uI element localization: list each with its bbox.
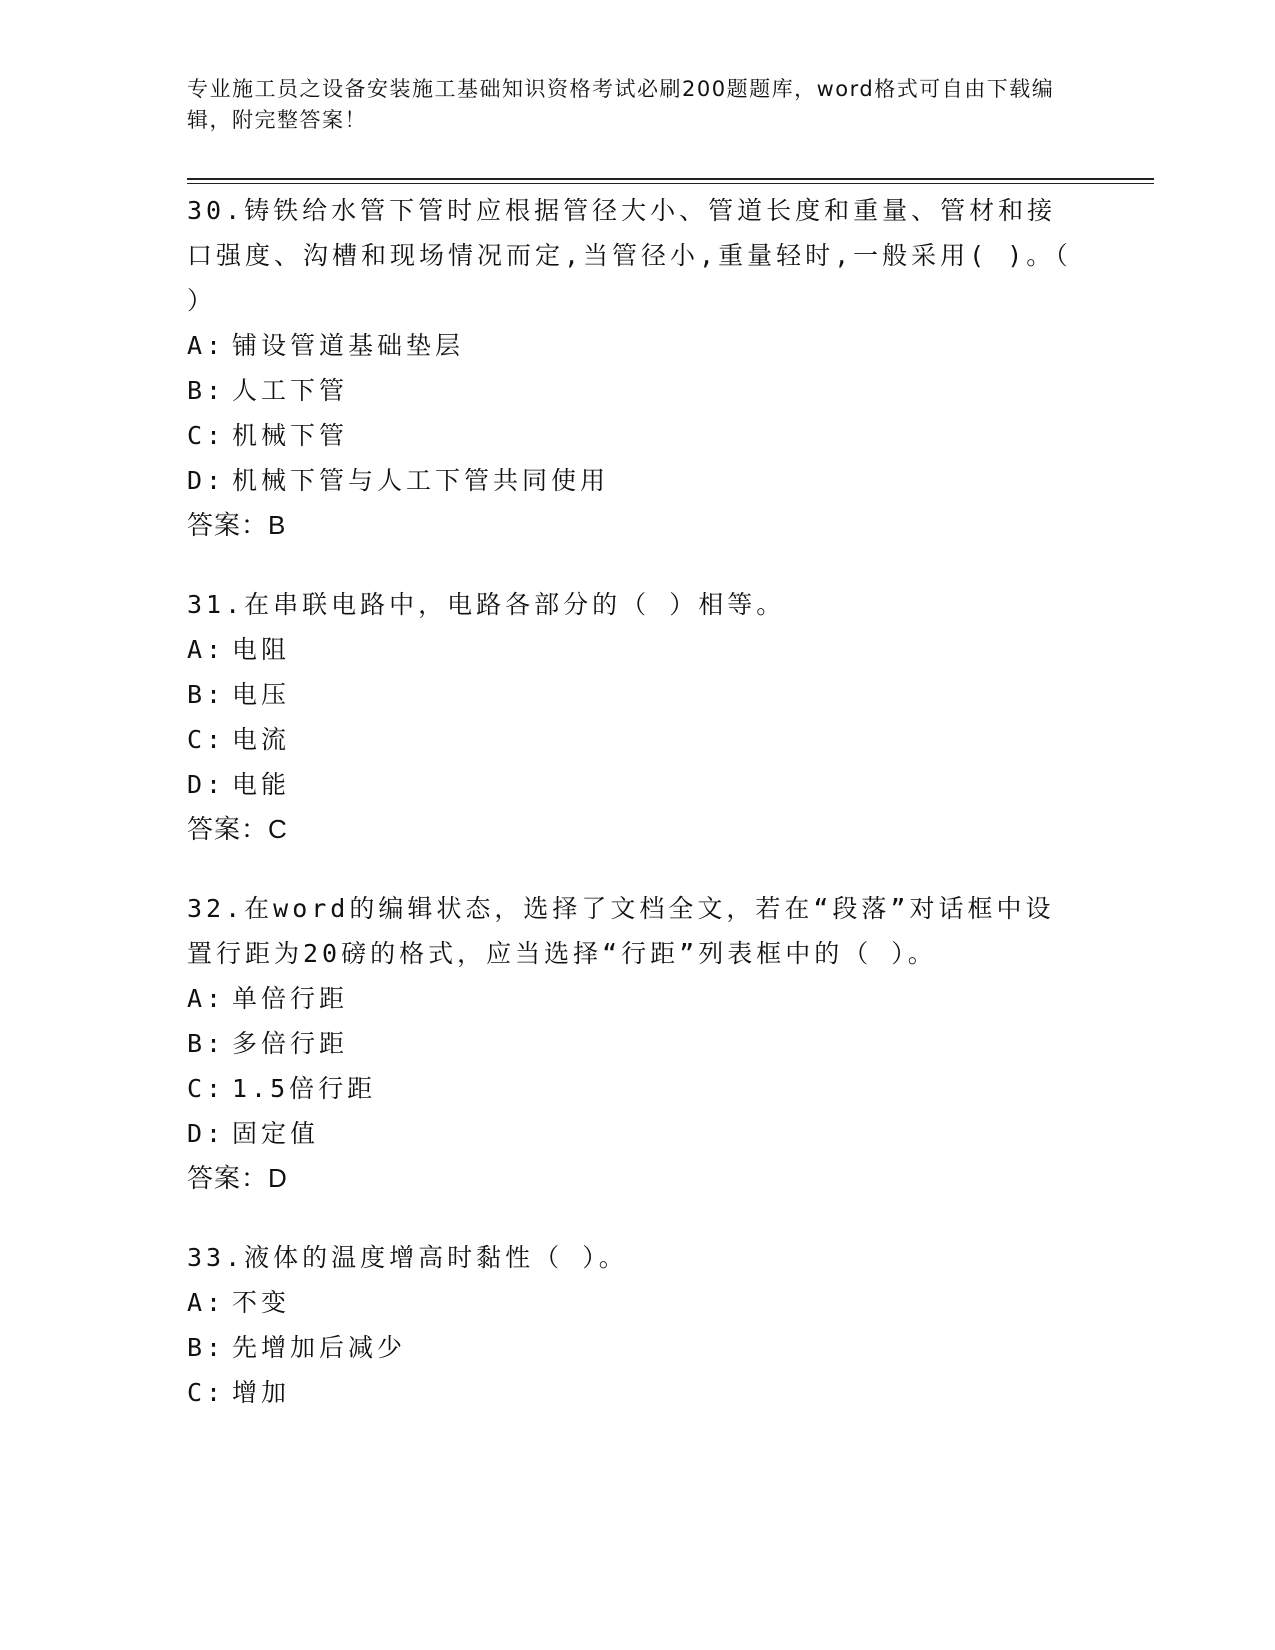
option-text: 机械下管与人工下管共同使用	[232, 466, 610, 495]
question-item	[187, 1235, 1087, 1415]
answer-line: 答案：B	[187, 510, 287, 540]
option-text: 增加	[232, 1378, 291, 1407]
header-divider-thin	[187, 183, 1154, 184]
option-key: D:	[187, 1119, 226, 1148]
option-key: C:	[187, 725, 226, 754]
header-divider-thick	[187, 178, 1154, 180]
option-c	[187, 1066, 1087, 1111]
question-item	[187, 188, 1087, 548]
option-text: 固定值	[232, 1119, 320, 1148]
question-stem: 30.铸铁给水管下管时应根据管径大小、管道长度和重量、管材和接口强度、沟槽和现场情况而定,当管径小,重量轻时,一般采用( )。（ ）	[187, 196, 1072, 315]
option-text: 机械下管	[232, 421, 349, 450]
document-header: 专业施工员之设备安装施工基础知识资格考试必刷200题题库，word格式可自由下载编辑，附完整答案！	[187, 77, 1055, 132]
option-key: D:	[187, 466, 226, 495]
option-d	[187, 762, 1087, 807]
option-a	[187, 627, 1087, 672]
option-text: 铺设管道基础垫层	[232, 331, 465, 360]
option-b	[187, 672, 1087, 717]
option-key: A:	[187, 1288, 226, 1317]
option-a	[187, 976, 1087, 1021]
option-text: 电流	[232, 725, 291, 754]
option-d	[187, 1111, 1087, 1156]
option-b	[187, 1021, 1087, 1066]
option-text: 电能	[232, 770, 291, 799]
option-b	[187, 1325, 1087, 1370]
option-d	[187, 458, 1087, 503]
option-key: A:	[187, 331, 226, 360]
option-text: 人工下管	[232, 376, 349, 405]
question-stem: 31.在串联电路中，电路各部分的（ ）相等。	[187, 590, 786, 619]
option-key: C:	[187, 1074, 226, 1103]
option-text: 1.5倍行距	[232, 1074, 377, 1103]
option-key: D:	[187, 770, 226, 799]
answer-line: 答案：D	[187, 1163, 288, 1193]
question-item	[187, 886, 1087, 1201]
option-key: B:	[187, 1029, 226, 1058]
question-item	[187, 582, 1087, 852]
option-c	[187, 413, 1087, 458]
option-text: 电压	[232, 680, 291, 709]
option-text: 单倍行距	[232, 984, 349, 1013]
option-text: 电阻	[232, 635, 291, 664]
answer-line: 答案：C	[187, 814, 288, 844]
option-b	[187, 368, 1087, 413]
option-text: 不变	[232, 1288, 291, 1317]
option-key: B:	[187, 1333, 226, 1362]
option-c	[187, 1370, 1087, 1415]
option-key: B:	[187, 680, 226, 709]
option-a	[187, 1280, 1087, 1325]
option-key: C:	[187, 421, 226, 450]
option-key: A:	[187, 984, 226, 1013]
option-c	[187, 717, 1087, 762]
option-a	[187, 323, 1087, 368]
question-stem: 32.在word的编辑状态，选择了文档全文，若在“段落”对话框中设置行距为20磅的格式，应当选择“行距”列表框中的（ ）。	[187, 894, 1055, 968]
option-text: 先增加后减少	[232, 1333, 407, 1362]
option-key: A:	[187, 635, 226, 664]
question-list	[187, 188, 1087, 1449]
option-key: B:	[187, 376, 226, 405]
question-stem: 33.液体的温度增高时黏性（ ）。	[187, 1243, 628, 1272]
option-text: 多倍行距	[232, 1029, 349, 1058]
option-key: C:	[187, 1378, 226, 1407]
